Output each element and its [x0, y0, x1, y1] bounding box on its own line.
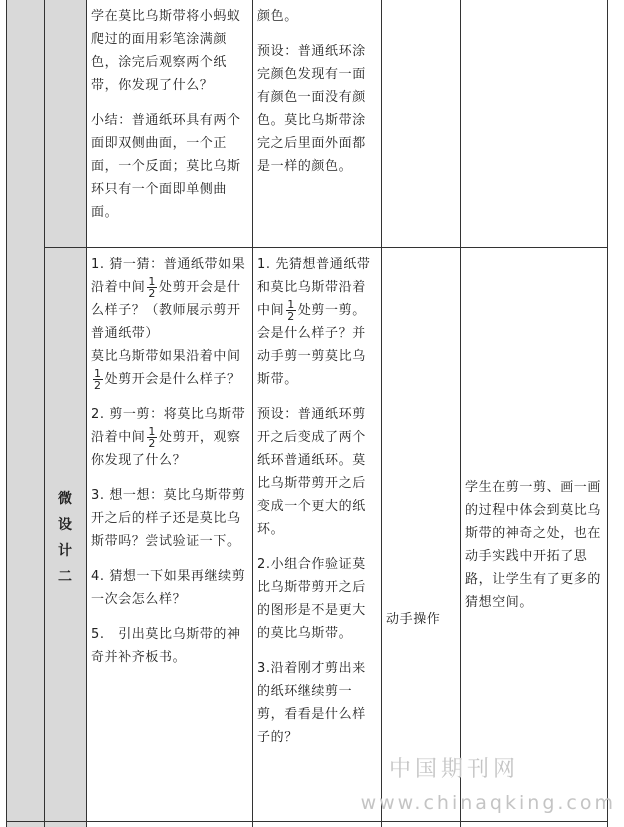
fraction-half: $\frac{1}{2}$ [148, 275, 157, 300]
teacher-step-1: 1. 猜一猜：普通纸带如果沿着中间 $\frac{1}{2}$ 处剪开会是什么样子？（教师展示剪开普通纸带） [91, 257, 246, 341]
intent-text: 学生在剪一剪、画一画的过程中体会到莫比乌斯带的神奇之处，也在动手实践中开拓了思路，让学生有了更多的猜想空间。 [465, 480, 602, 610]
grid-line [86, 0, 87, 827]
grid-line [252, 0, 253, 827]
label-column-shade [44, 0, 86, 827]
top-teacher-summary: 小结：普通纸环具有两个面即双侧曲面，一个正面，一个反面；莫比乌斯环只有一个面即单侧曲面。 [91, 113, 241, 220]
bottom-teacher-cell [91, 253, 249, 669]
row-divider [44, 247, 608, 248]
teacher-step-1-mobius: 莫比乌斯带如果沿着中间 $\frac{1}{2}$ 处剪开会是什么样子？ [91, 349, 241, 392]
top-student-paragraph-1: 颜色。 [257, 9, 298, 24]
fraction-half: $\frac{1}{2}$ [94, 367, 102, 392]
fraction-half: $\frac{1}{2}$ [287, 298, 295, 323]
grid-line [381, 0, 382, 827]
top-teacher-paragraph-1: 学在莫比乌斯带将小蚂蚁爬过的面用彩笔涂满颜色，涂完后观察两个纸带，你发现了什么？ [91, 9, 241, 93]
top-student-cell [257, 5, 379, 178]
grid-line [6, 0, 7, 827]
teacher-step-2: 2. 剪一剪：将莫比乌斯带沿着中间 $\frac{1}{2}$ 处剪开，观察你发现了什么？ [91, 407, 246, 468]
section-label-char: 二 [58, 569, 72, 585]
method-text: 动手操作 [386, 612, 441, 627]
section-label-char: 微 [58, 491, 72, 507]
teacher-step-3: 3. 想一想：莫比乌斯带剪开之后的样子还是莫比乌斯带吗？尝试验证一下。 [91, 488, 246, 549]
student-step-3: 3.沿着刚才剪出来的纸环继续剪一剪，看看是什么样子的？ [257, 661, 366, 745]
student-step-2: 2.小组合作验证莫比乌斯带剪开之后的图形是不是更大的莫比乌斯带。 [257, 557, 366, 641]
watermark-url: www.chinaqking.com [360, 792, 616, 814]
section-label [44, 486, 86, 590]
grid-line [44, 0, 45, 827]
teacher-step-5: 5. 引出莫比乌斯带的神奇并补齐板书。 [91, 627, 241, 665]
section-label-char: 设 [58, 517, 72, 533]
watermark-cn: 中国期刊网 [388, 757, 519, 782]
grid-line [607, 0, 608, 827]
section-label-char: 计 [58, 543, 72, 559]
left-margin-shade [6, 0, 44, 827]
table-bottom-border [6, 821, 608, 822]
top-student-preset: 预设：普通纸环涂完颜色发现有一面有颜色一面没有颜色。莫比乌斯带涂完之后里面外面都是一样的颜色。 [257, 44, 366, 174]
intent-cell [465, 476, 603, 614]
fraction-half: $\frac{1}{2}$ [148, 425, 157, 450]
teacher-step-4: 4. 猜想一下如果再继续剪一次会怎么样？ [91, 569, 246, 607]
student-step-1: 1. 先猜想普通纸带和莫比乌斯带沿着中间 $\frac{1}{2}$ 处剪一剪。会是什么样子？并动手剪一剪莫比乌斯带。 [257, 257, 371, 387]
grid-line [460, 0, 461, 827]
student-preset: 预设：普通纸环剪开之后变成了两个纸环普通纸环。莫比乌斯带剪开之后变成一个更大的纸环。 [257, 407, 366, 537]
method-cell [386, 608, 460, 631]
bottom-student-cell [257, 253, 379, 749]
top-teacher-cell [91, 5, 249, 224]
